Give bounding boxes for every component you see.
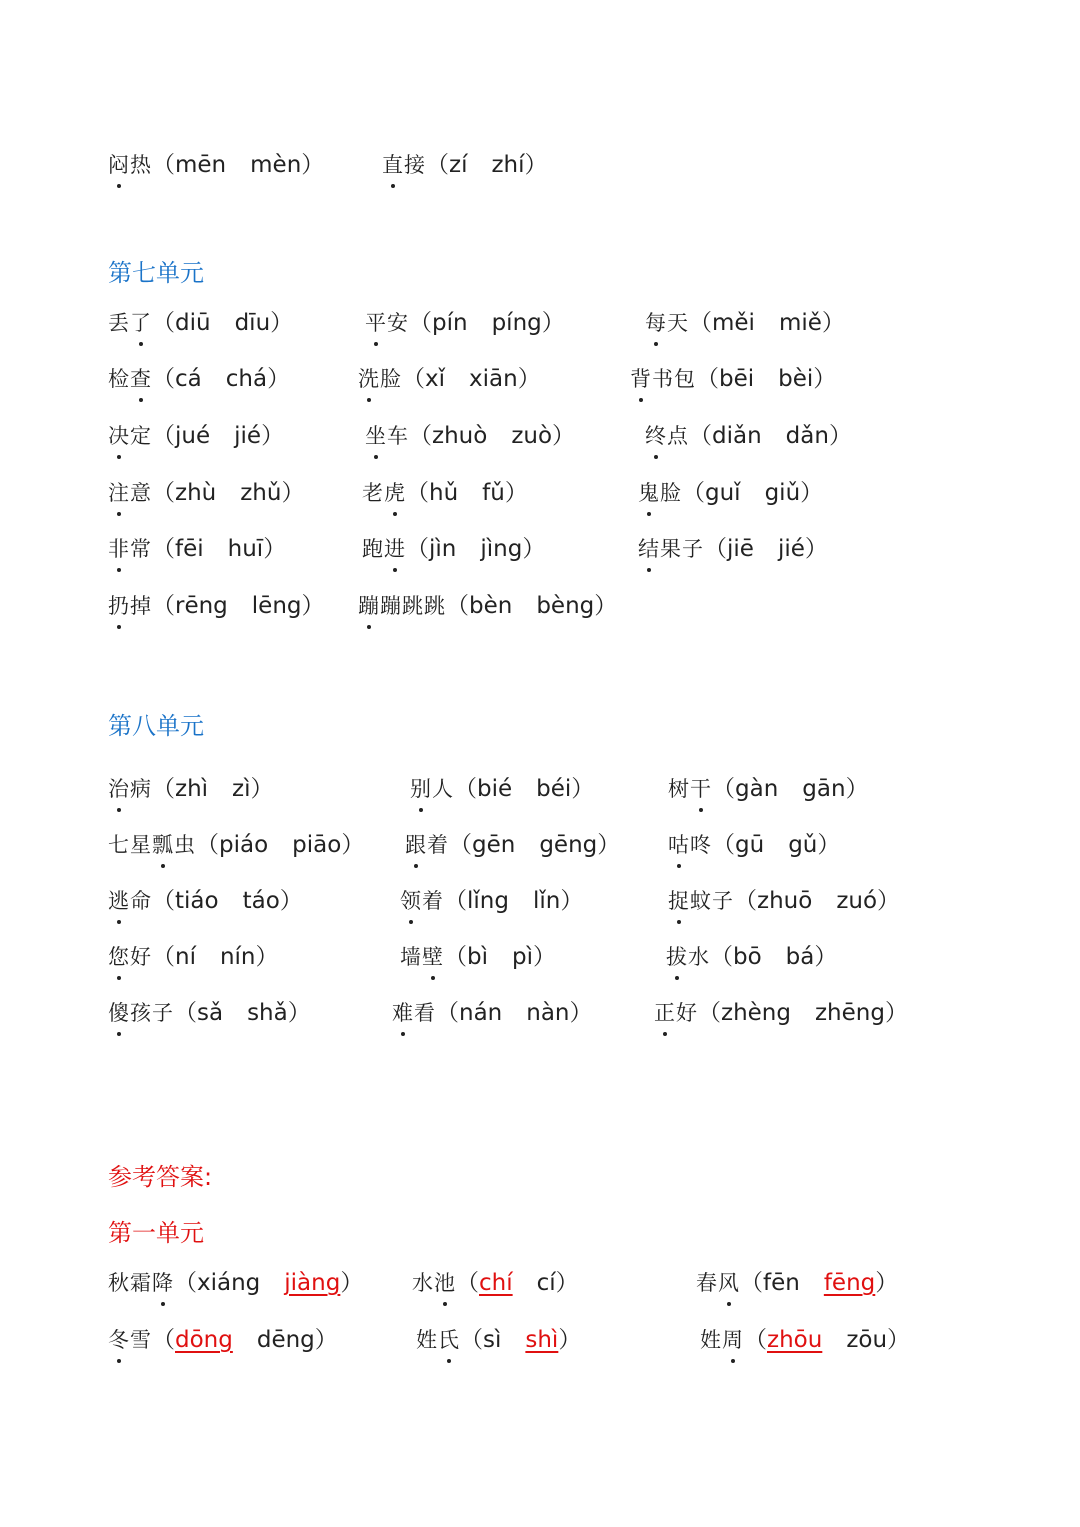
word: 秋霜降	[108, 1271, 174, 1295]
pinyin-option: diū	[175, 310, 211, 336]
pinyin-item: 闷热（mēn mèn）	[108, 148, 324, 182]
pinyin-option: xiáng	[197, 1270, 261, 1296]
word: 姓周	[700, 1328, 744, 1352]
pinyin-item: 春风（fēn fēng）	[696, 1266, 898, 1300]
word: 注意	[108, 481, 152, 505]
top-row	[0, 148, 1080, 188]
pinyin-option: jiē	[727, 536, 754, 562]
answer-option: zhōu	[767, 1327, 823, 1353]
pinyin-option: diǎn	[712, 423, 762, 449]
pinyin-option: zhuō	[757, 888, 813, 914]
pinyin-option: lǐn	[532, 888, 561, 914]
word: 洗脸	[358, 367, 402, 391]
pinyin-option: zí	[449, 152, 468, 178]
pinyin-option: píng	[491, 310, 542, 336]
word: 领着	[400, 889, 444, 913]
word: 树干	[668, 777, 712, 801]
word: 每天	[645, 311, 689, 335]
pinyin-item: 捉蚊子（zhuō zuó）	[668, 884, 900, 918]
pinyin-option: zhí	[491, 152, 525, 178]
pinyin-option: jìng	[480, 536, 523, 562]
word: 水池	[412, 1271, 456, 1295]
pinyin-option: bèi	[778, 366, 814, 392]
pinyin-option: zhēng	[814, 1000, 885, 1026]
pinyin-option: sǎ	[197, 1000, 224, 1026]
word: 正好	[654, 1001, 698, 1025]
pinyin-item: 治病（zhì zì）	[108, 772, 274, 806]
word: 鬼脸	[638, 481, 682, 505]
pinyin-option: zhǔ	[240, 480, 282, 506]
pinyin-option: nín	[219, 944, 256, 970]
pinyin-option: lēng	[251, 593, 302, 619]
unit-7-heading: 第七单元	[108, 259, 204, 287]
pinyin-item: 冬雪（dōng dēng）	[108, 1323, 338, 1357]
pinyin-option: jié	[777, 536, 805, 562]
unit-7-row	[0, 419, 1080, 459]
answers-unit-1-heading: 第一单元	[108, 1219, 204, 1247]
pinyin-item: 老虎（hǔ fǔ）	[362, 476, 528, 510]
pinyin-option: zhuò	[432, 423, 488, 449]
pinyin-item: 每天（měi miě）	[645, 306, 845, 340]
word: 终点	[645, 424, 689, 448]
pinyin-item: 水池（chí cí）	[412, 1266, 579, 1300]
unit-7-row	[0, 362, 1080, 402]
unit-8-row	[0, 940, 1080, 980]
pinyin-option: fēn	[763, 1270, 800, 1296]
word: 拔水	[666, 945, 710, 969]
pinyin-option: gǔ	[788, 832, 818, 858]
word: 跑进	[362, 537, 406, 561]
pinyin-option: tiáo	[175, 888, 219, 914]
pinyin-option: xǐ	[425, 366, 446, 392]
pinyin-item: 洗脸（xǐ xiān）	[358, 362, 541, 396]
word: 坐车	[365, 424, 409, 448]
pinyin-item: 拔水（bō bá）	[666, 940, 837, 974]
pinyin-item: 墙壁（bì pì）	[400, 940, 556, 974]
pinyin-option: cí	[536, 1270, 556, 1296]
pinyin-option: giǔ	[764, 480, 801, 506]
word: 别人	[410, 777, 454, 801]
answer-option: dōng	[175, 1327, 233, 1353]
word: 决定	[108, 424, 152, 448]
word: 老虎	[362, 481, 406, 505]
word: 直接	[382, 153, 426, 177]
pinyin-option: jué	[175, 423, 211, 449]
answer-row	[0, 1266, 1080, 1306]
pinyin-option: gēng	[539, 832, 598, 858]
pinyin-option: mèn	[250, 152, 302, 178]
pinyin-option: shǎ	[247, 1000, 288, 1026]
pinyin-item: 检查（cá chá）	[108, 362, 290, 396]
pinyin-option: pì	[512, 944, 533, 970]
pinyin-option: bèng	[536, 593, 595, 619]
pinyin-item: 决定（jué jié）	[108, 419, 284, 453]
pinyin-option: bō	[733, 944, 762, 970]
pinyin-item: 扔掉（rēng lēng）	[108, 589, 325, 623]
pinyin-option: zì	[232, 776, 251, 802]
word: 丢了	[108, 311, 152, 335]
pinyin-item: 非常（fēi huī）	[108, 532, 286, 566]
word: 捉蚊子	[668, 889, 734, 913]
unit-7-row	[0, 476, 1080, 516]
word: 治病	[108, 777, 152, 801]
word: 闷热	[108, 153, 152, 177]
pinyin-option: bá	[785, 944, 815, 970]
answer-option: shì	[525, 1327, 559, 1353]
unit-8-row	[0, 996, 1080, 1036]
unit-8-row	[0, 772, 1080, 812]
pinyin-option: zōu	[846, 1327, 888, 1353]
pinyin-item: 坐车（zhuò zuò）	[365, 419, 575, 453]
answer-row	[0, 1323, 1080, 1363]
pinyin-item: 别人（bié béi）	[410, 772, 594, 806]
pinyin-option: pín	[432, 310, 468, 336]
pinyin-option: jìn	[429, 536, 457, 562]
unit-7-row	[0, 306, 1080, 346]
pinyin-option: nàn	[526, 1000, 570, 1026]
answer-option: chí	[479, 1270, 513, 1296]
pinyin-item: 咕咚（gū gǔ）	[668, 828, 840, 862]
unit-8-row	[0, 884, 1080, 924]
pinyin-item: 蹦蹦跳跳（bèn bèng）	[358, 589, 617, 623]
pinyin-item: 结果子（jiē jié）	[638, 532, 828, 566]
pinyin-option: gū	[735, 832, 765, 858]
pinyin-option: sì	[483, 1327, 502, 1353]
word: 结果子	[638, 537, 704, 561]
pinyin-option: dēng	[256, 1327, 315, 1353]
answers-title: 参考答案:	[108, 1163, 213, 1191]
pinyin-option: xiān	[469, 366, 518, 392]
answer-option: jiàng	[284, 1270, 341, 1296]
pinyin-option: bèn	[469, 593, 513, 619]
pinyin-option: cá	[175, 366, 202, 392]
pinyin-item: 背书包（bēi bèi）	[630, 362, 836, 396]
pinyin-option: zuò	[511, 423, 553, 449]
word: 冬雪	[108, 1328, 152, 1352]
pinyin-option: béi	[536, 776, 572, 802]
pinyin-option: huī	[227, 536, 264, 562]
pinyin-item: 丢了（diū dīu）	[108, 306, 293, 340]
pinyin-option: guǐ	[705, 480, 741, 506]
pinyin-option: nán	[459, 1000, 503, 1026]
pinyin-option: hǔ	[429, 480, 459, 506]
pinyin-item: 平安（pín píng）	[365, 306, 565, 340]
pinyin-item: 七星瓢虫（piáo piāo）	[108, 828, 364, 862]
pinyin-option: měi	[712, 310, 755, 336]
pinyin-option: chá	[225, 366, 268, 392]
pinyin-option: gān	[802, 776, 846, 802]
pinyin-option: fēi	[175, 536, 204, 562]
pinyin-item: 秋霜降（xiáng jiàng）	[108, 1266, 363, 1300]
pinyin-item: 姓周（zhōu zōu）	[700, 1323, 910, 1357]
word: 逃命	[108, 889, 152, 913]
pinyin-item: 正好（zhèng zhēng）	[654, 996, 908, 1030]
unit-7-row	[0, 589, 1080, 629]
pinyin-option: bēi	[719, 366, 755, 392]
pinyin-item: 跑进（jìn jìng）	[362, 532, 545, 566]
answer-option: fēng	[823, 1270, 876, 1296]
pinyin-item: 跟着（gēn gēng）	[405, 828, 620, 862]
pinyin-option: bié	[477, 776, 513, 802]
pinyin-option: zhèng	[721, 1000, 791, 1026]
pinyin-option: piāo	[292, 832, 342, 858]
pinyin-item: 傻孩子（sǎ shǎ）	[108, 996, 311, 1030]
pinyin-item: 难看（nán nàn）	[392, 996, 593, 1030]
pinyin-item: 终点（diǎn dǎn）	[645, 419, 852, 453]
word: 检查	[108, 367, 152, 391]
word: 墙壁	[400, 945, 444, 969]
pinyin-option: mēn	[175, 152, 227, 178]
pinyin-option: rēng	[175, 593, 228, 619]
pinyin-option: lǐng	[467, 888, 509, 914]
pinyin-option: zhì	[175, 776, 209, 802]
pinyin-item: 树干（gàn gān）	[668, 772, 869, 806]
pinyin-item: 逃命（tiáo táo）	[108, 884, 303, 918]
word: 非常	[108, 537, 152, 561]
word: 背书包	[630, 367, 696, 391]
pinyin-item: 注意（zhù zhǔ）	[108, 476, 304, 510]
pinyin-item: 领着（lǐng lǐn）	[400, 884, 583, 918]
unit-8-row	[0, 828, 1080, 868]
word: 扔掉	[108, 594, 152, 618]
pinyin-item: 您好（ní nín）	[108, 940, 279, 974]
word: 咕咚	[668, 833, 712, 857]
pinyin-item: 鬼脸（guǐ giǔ）	[638, 476, 823, 510]
word: 春风	[696, 1271, 740, 1295]
unit-7-row	[0, 532, 1080, 572]
pinyin-option: zuó	[836, 888, 878, 914]
pinyin-option: bì	[467, 944, 488, 970]
pinyin-option: fǔ	[482, 480, 505, 506]
word: 姓氏	[416, 1328, 460, 1352]
word: 平安	[365, 311, 409, 335]
pinyin-item: 直接（zí zhí）	[382, 148, 548, 182]
word: 七星瓢虫	[108, 833, 196, 857]
word: 难看	[392, 1001, 436, 1025]
pinyin-option: jié	[234, 423, 262, 449]
pinyin-option: gēn	[472, 832, 516, 858]
pinyin-option: miě	[778, 310, 822, 336]
word: 跟着	[405, 833, 449, 857]
pinyin-option: táo	[242, 888, 280, 914]
pinyin-option: zhù	[175, 480, 217, 506]
pinyin-option: dīu	[234, 310, 271, 336]
unit-8-heading: 第八单元	[108, 712, 204, 740]
pinyin-option: dǎn	[785, 423, 829, 449]
word: 蹦蹦跳跳	[358, 594, 446, 618]
pinyin-option: ní	[175, 944, 196, 970]
word: 您好	[108, 945, 152, 969]
word: 傻孩子	[108, 1001, 174, 1025]
pinyin-option: piáo	[219, 832, 269, 858]
pinyin-option: gàn	[735, 776, 779, 802]
pinyin-item: 姓氏（sì shì）	[416, 1323, 581, 1357]
